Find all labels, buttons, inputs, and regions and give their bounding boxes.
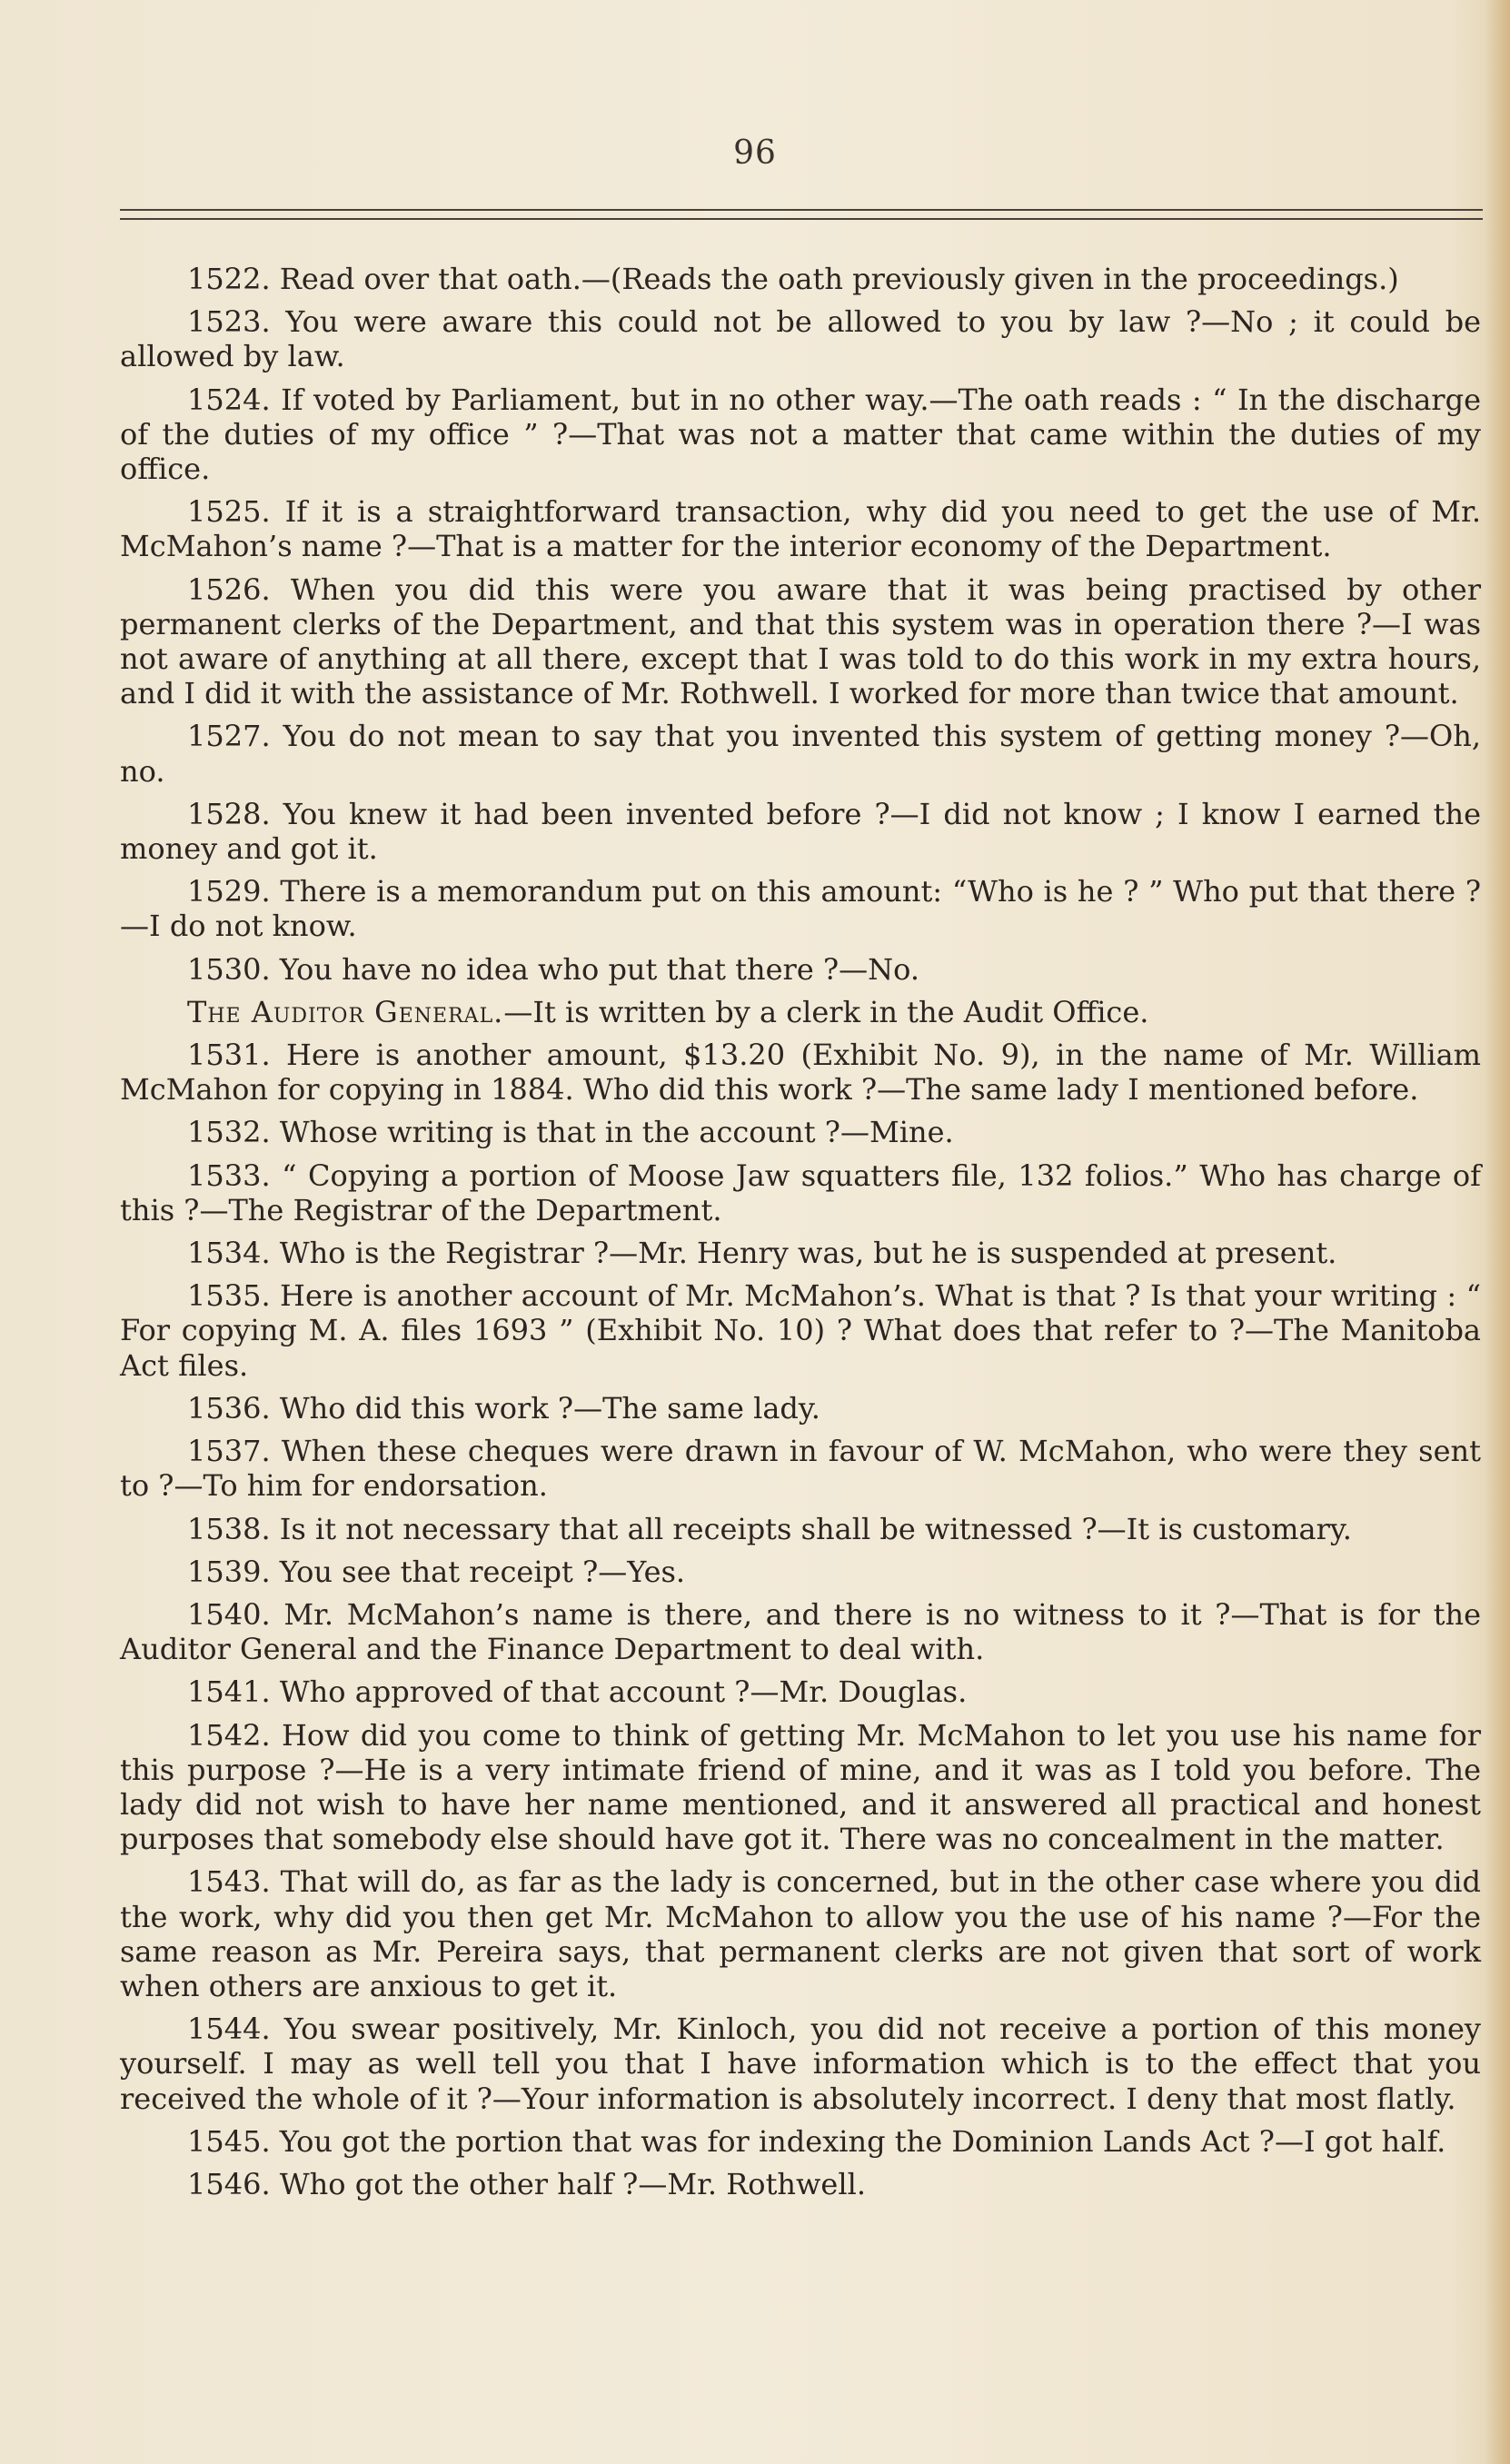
paragraph-1545: 1545. You got the portion that was for indexing the Dominion Lands Act ?—I got half. [187, 2123, 1446, 2159]
paragraph-1523: 1523. You were aware this could not be allowed to you by law ?—No ; it could be allowed by law. [120, 304, 1481, 374]
paragraph-1536: 1536. Who did this work ?—The same lady. [187, 1390, 820, 1426]
paragraph-1531: 1531. Here is another amount, $13.20 (Exhibit No. 9), in the name of Mr. William McMahon for copying in 1884. Who did this work ?—The same lady I mentioned before. [120, 1038, 1481, 1108]
header-rule-bottom [120, 218, 1483, 220]
speaker-label: The Auditor General. [187, 994, 504, 1029]
paragraph-1528: 1528. You knew it had been invented before ?—I did not know ; I know I earned the money and got it. [120, 796, 1481, 867]
paragraph-1526: 1526. When you did this were you aware that it was being practised by other permanent clerks of the Department, and that this system was in operation there ?—I was not aware of anything at all there, except that I was told to do this work in my extra hours, and I did it with the assistance of Mr. Rothwell. I worked for more than twice that amount. [120, 571, 1481, 711]
page-number: 96 [733, 134, 777, 172]
paragraph-1543: 1543. That will do, as far as the lady is concerned, but in the other case where you did the work, why did you then get Mr. McMahon to allow you the use of his name ?—For the same reason as Mr. Pereira says, that permanent clerks are not given that sort of work when others are anxious to get it. [120, 1864, 1481, 2003]
paragraph-1535: 1535. Here is another account of Mr. McMahon’s. What is that ? Is that your writing : “ For copying M. A. files 1693 ” (Exhibit No. 10) ? What does that refer to ?—The Manitoba Act files. [120, 1278, 1481, 1383]
paragraph-1530: 1530. You have no idea who put that there ?—No. [187, 951, 919, 987]
paragraph-1546: 1546. Who got the other half ?—Mr. Rothwell. [187, 2166, 866, 2201]
header-rule-top [120, 209, 1483, 211]
paragraph-1532: 1532. Whose writing is that in the account ?—Mine. [187, 1115, 954, 1150]
paragraph-1537: 1537. When these cheques were drawn in favour of W. McMahon, who were they sent to ?—To him for endorsation. [120, 1434, 1481, 1504]
paragraph-1544: 1544. You swear positively, Mr. Kinloch, you did not receive a portion of this money yourself. I may as well tell you that I have information which is to the effect that you received the whole of it ?—Your information is absolutely incorrect. I deny that most flatly. [120, 2012, 1481, 2116]
paragraph-1529: 1529. There is a memorandum put on this amount: “Who is he ? ” Who put that there ?—I do not know. [120, 874, 1481, 944]
paragraph-1524: 1524. If voted by Parliament, but in no other way.—The oath reads : “ In the discharge of the duties of my office ” ?—That was not a matter that came within the duties of my office. [120, 382, 1481, 487]
paragraph-1540: 1540. Mr. McMahon’s name is there, and there is no witness to it ?—That is for the Auditor General and the Finance Department to deal with. [120, 1596, 1481, 1667]
paragraph-auditor-general: The Auditor General.—It is written by a clerk in the Audit Office. [187, 994, 1149, 1029]
paragraph-1527: 1527. You do not mean to say that you invented this system of getting money ?—Oh, no. [120, 719, 1481, 789]
paragraph-1522: 1522. Read over that oath.—(Reads the oath previously given in the proceedings.) [187, 262, 1399, 296]
paragraph-1539: 1539. You see that receipt ?—Yes. [187, 1554, 686, 1589]
paragraph-1538: 1538. Is it not necessary that all receipts shall be witnessed ?—It is customary. [187, 1511, 1352, 1546]
paragraph-1541: 1541. Who approved of that account ?—Mr. Douglas. [187, 1674, 968, 1710]
paragraph-1525: 1525. If it is a straightforward transaction, why did you need to get the use of Mr. McMahon’s name ?—That is a matter for the interior economy of the Department. [120, 494, 1481, 564]
paragraph-1533: 1533. “ Copying a portion of Moose Jaw squatters file, 132 folios.” Who has charge of this ?—The Registrar of the Department. [120, 1157, 1481, 1227]
paragraph-1534: 1534. Who is the Registrar ?—Mr. Henry was, but he is suspended at present. [187, 1236, 1337, 1271]
page-edge-shadow [1485, 0, 1510, 2464]
paragraph-1542: 1542. How did you come to think of getting Mr. McMahon to let you use his name for this purpose ?—He is a very intimate friend of mine, and it was as I told you before. The lady did not wish to have her name mentioned, and it answered all practical and honest purposes that somebody else should have got it. There was no concealment in the matter. [120, 1717, 1481, 1857]
body-text [120, 262, 1481, 2210]
